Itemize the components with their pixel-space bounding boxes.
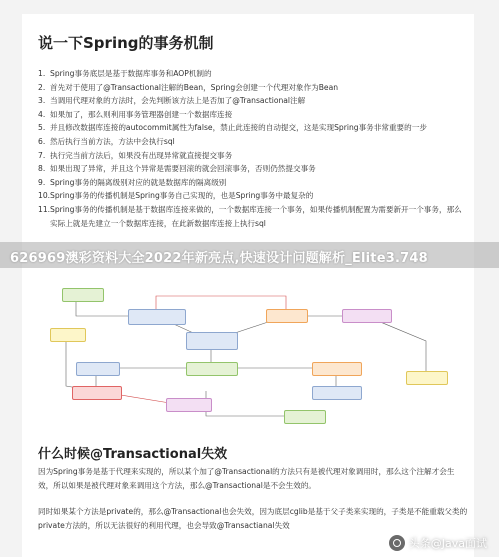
flow-node <box>406 371 448 385</box>
list-item-text: 如果加了，那么则利用事务管理器创建一个数据库连接 <box>50 109 233 119</box>
list-item <box>38 176 468 190</box>
flow-node <box>186 362 238 376</box>
list-item-text: Spring事务的传播机制是Spring事务自己实现的，也是Spring事务中最复杂的 <box>50 191 314 201</box>
flow-node <box>166 398 212 412</box>
list-item <box>38 94 468 108</box>
banner-text: 626969澳彩资料大全2022年新亮点,快速设计问题解析_Elite3.748 <box>10 251 428 266</box>
footer-text: 头条@Java面试 <box>408 537 487 550</box>
flow-node <box>50 328 86 342</box>
list-item-number: 5. <box>38 123 46 133</box>
list-item <box>38 108 468 122</box>
list-item-text: 执行完当前方法后，如果没有出现异常就直接提交事务 <box>50 150 233 160</box>
list-item <box>38 81 468 95</box>
list-item-number: 3. <box>38 96 46 106</box>
list-item <box>38 162 468 176</box>
list-item-number: 6. <box>38 136 46 146</box>
flow-node <box>76 362 120 376</box>
list-item-text: 如果出现了异常，并且这个异常是需要回滚的就会回滚事务，否则仍然提交事务 <box>50 164 316 174</box>
flow-node <box>186 332 238 350</box>
list-item-text: 然后执行当前方法，方法中会执行sql <box>50 136 175 146</box>
list-item-text: Spring事务的隔离级别对应的就是数据库的隔离级别 <box>50 177 227 187</box>
article-card <box>22 14 474 557</box>
list-item <box>38 203 468 230</box>
watermark-banner <box>0 242 499 268</box>
list-item <box>38 149 468 163</box>
list-item-text: 并且修改数据库连接的autocommit属性为false，禁止此连接的自动提交，这是实现Spring事务非常重要的一步 <box>50 123 427 133</box>
list-item-number: 4. <box>38 109 46 119</box>
list-item <box>38 135 468 149</box>
list-item <box>38 121 468 135</box>
list-item <box>38 67 468 81</box>
flow-node <box>312 362 362 376</box>
section2-paragraph-1: 因为Spring事务是基于代理来实现的，所以某个加了@Transactional的方法只有是被代理对象调用时，那么这个注解才会生效，所以如果是被代理对象来调用这个方法，那么@Transactional是不会生效的。 <box>38 467 455 490</box>
flow-node <box>284 410 326 424</box>
list-item-number: 10. <box>38 191 51 201</box>
section2-paragraph-2: 同时如果某个方法是private的，那么@Transactional也会失效，因为底层cglib是基于父子类来实现的，子类是不能重载父类的private方法的，所以无法很好的利用代理，也会导致@Transactianal失效 <box>38 507 468 530</box>
list-item-text: 当调用代理对象的方法时，会先判断该方法上是否加了@Transactional注解 <box>50 96 306 106</box>
list-item-number: 1. <box>38 69 46 78</box>
flow-node <box>312 386 362 400</box>
list-item-number: 11. <box>38 204 51 214</box>
mechanism-list <box>38 67 468 230</box>
list-item-number: 9. <box>38 177 46 187</box>
list-item-number: 7. <box>38 150 46 160</box>
section-title: 说一下Spring的事务机制 <box>38 34 214 52</box>
list-item <box>38 189 468 203</box>
footer-watermark <box>389 535 487 551</box>
flow-node <box>62 288 104 302</box>
flow-node <box>72 386 122 400</box>
flow-node <box>128 309 186 325</box>
list-item-number: 2. <box>38 82 46 92</box>
list-item-text: Spring事务的传播机制是基于数据库连接来做的，一个数据库连接一个事务，如果传播机制配置为需要新开一个事务，那么实际上就是先建立一个数据库连接，在此新数据库连接上执行sql <box>50 204 462 228</box>
section2-title: 什么时候@Transactional失效 <box>38 447 228 462</box>
flow-node <box>266 309 308 323</box>
toutiao-logo-icon <box>389 535 405 551</box>
list-item-text: 首先对于使用了@Transactional注解的Bean，Spring会创建一个代理对象作为Bean <box>50 82 339 92</box>
transaction-flowchart <box>36 276 466 426</box>
list-item-number: 8. <box>38 164 46 174</box>
flow-node <box>342 309 392 323</box>
list-item-text: Spring事务底层是基于数据库事务和AOP机制的 <box>50 69 212 78</box>
